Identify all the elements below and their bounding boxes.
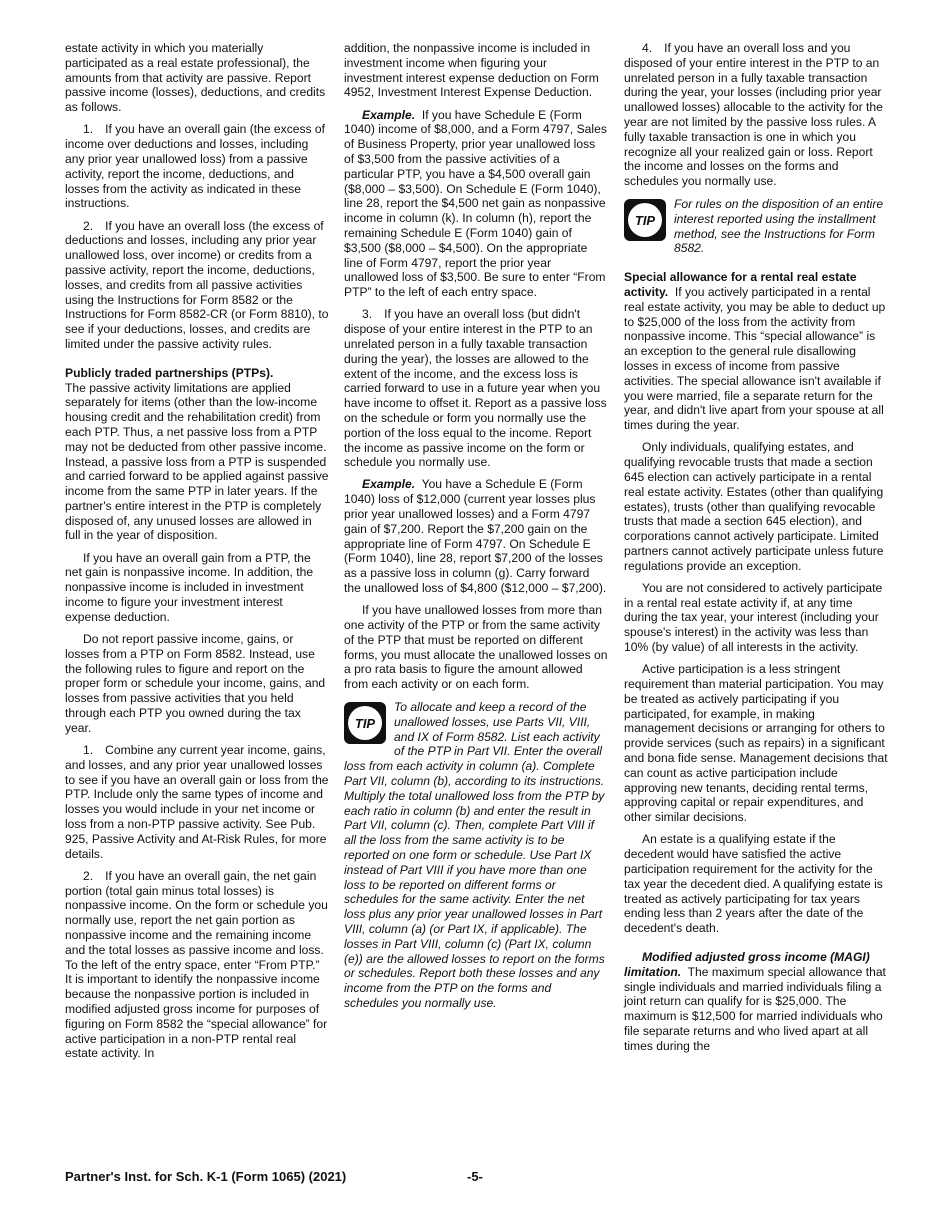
paragraph: You are not considered to actively participate in a rental real estate activity if, at any time during the tax year, your interest (including your spouse's interest) in the activity was less than 10% (by value) of all interests in the activity. [624, 580, 883, 655]
example-label: Example. [362, 477, 416, 492]
paragraph: 2. If you have an overall loss (the excess of deductions and losses, including any prior year unallowed loss, over income) or credits from a passive activity, report the income, deductions, losses, and credits from all passive activities using the Instructions for Form 8582 or the Instructions for Form 8582-CR (or Form 8810), to see if your deductions, losses, and credits are limited under the passive activity rules. [65, 218, 329, 351]
tip-box [624, 197, 888, 256]
paragraph: Do not report passive income, gains, or losses from a PTP on Form 8582. Instead, use the following rules to figure and report on the proper form or schedule your income, gains, and losses from passive activities that you held through each PTP you owned during the tax year. [65, 632, 326, 735]
ptp-text: The passive activity limitations are applied separately for items (other than the low-income housing credit and the rehabilitation credit) from each PTP. Thus, a net passive loss from a PTP may not be deducted from other passive income. Instead, a passive loss from a PTP is suspended and carried forward to be applied against passive income from the same PTP in later years. If the partner's entire interest in the PTP is completely disposed of, any unused losses are allowed in full in the year of disposition. [65, 380, 329, 543]
paragraph: 1. Combine any current year income, gains, and losses, and any prior year unallowed losses to see if you have an overall gain or loss from the PTP. Include only the same types of income and losses you would include in your net income or loss from a non-PTP passive activity. See Pub. 925, Passive Activity and At-Risk Rules, for more details. [65, 743, 329, 861]
tip-text: For rules on the disposition of an entire interest reported using the installment method, see the Instructions for Form 8582. [674, 196, 884, 256]
tip-text: To allocate and keep a record of the unallowed losses, use Parts VII, VIII, and IX of Form 8582. List each activity of the PTP in Part VII. Enter the overall loss from each activity in column (a). Complete Part VII, column (b), according to its instructions. Multiply the total unallowed loss from the PTP by each ratio in column (b) and enter the result in Part VII, column (c). Then, complete Part VIII if all the loss from the same activity is to be reported on one form or schedule. Use Part IX instead of Part VIII if you have more than one loss to be reported on different forms or schedules for the same activity. Enter the net loss plus any prior year unallowed losses in Part VIII, column (a) (or Part IX, if applicable). The losses in Part VIII, column (c) (Part IX, column (e)) are the allowed losses to report on the forms or schedules. Report both these losses and any income from the PTP on the forms and schedules you normally use. [344, 700, 605, 1010]
paragraph: Active participation is a less stringent requirement than material participation. You may be treated as actively participating if you participated, for example, in making management decisions or arranging for others to provide services (such as repairs) in a significant and bona fide sense. Management decisions that can count as active participation include approving new tenants, deciding rental terms, approving capital or repair expenditures, and other similar decisions. [624, 662, 888, 825]
paragraph: If you have unallowed losses from more than one activity of the PTP or from the same activity of the PTP that must be reported on different forms, you must allocate the unallowed losses on a pro rata basis to figure the amount allowed from each activity or on each form. [344, 603, 608, 692]
paragraph: estate activity in which you materially participated as a real estate professional), the amounts from that activity are passive. Report passive income (losses), deductions, and credits as follows. [65, 41, 326, 115]
paragraph: An estate is a qualifying estate if the decedent would have satisfied the active participation requirement for the activity for the tax year the decedent died. A qualifying estate is treated as actively participating for tax years ending less than 2 years after the date of the decedent's death. [624, 832, 883, 936]
example-paragraph [344, 108, 608, 300]
example-text: If you have Schedule E (Form 1040) income of $8,000, and a Form 4797, Sales of Business Property, prior year unallowed loss of $3,500 from the passive activities of a particular PTP, you have a $4,500 overall gain ($8,000 – $3,500). On Schedule E (Form 1040), line 28, report the $4,500 net gain as nonpassive income in column (k). In column (h), report the remaining Schedule E (Form 1040) gain of $3,500 ($8,000 – $4,500). On the appropriate line of Form 4797, report the prior year unallowed loss of $3,500. Be sure to enter “From PTP” to the left of each entry space. [344, 107, 607, 300]
tip-label: TIP [354, 716, 376, 732]
special-allowance-text: If you actively participated in a rental real estate activity, you may be able to deduct up to $25,000 of the loss from the activity from nonpassive income. This “special allowance” is an exception to the general rule disallowing losses in excess of income from passive activities. The special allowance isn't available if you were married, file a separate return for the year, and didn't live apart from your spouse at all times during the year. [624, 284, 886, 433]
section-heading-special-allowance: Special allowance for a rental real estate activity. [624, 270, 857, 299]
example-label: Example. [362, 107, 416, 122]
example-text: You have a Schedule E (Form 1040) loss of $12,000 (current year losses plus prior year unallowed losses) and a Form 4797 gain of $7,200. Report the $7,200 gain on the appropriate line of Form 4797. On Schedule E (Form 1040), line 28, report $7,200 of the losses as a passive loss in column (g). Carry forward the unallowed loss of $4,800 ($12,000 – $7,200). [344, 477, 607, 596]
column-left [65, 41, 329, 1069]
tip-icon [624, 199, 666, 241]
tip-box [344, 700, 608, 1011]
paragraph: 2. If you have an overall gain, the net gain portion (total gain minus total losses) is nonpassive income. On the form or schedule you normally use, report the net gain portion as nonpassive income and the remaining income and the total losses as passive income and loss. To the left of the entry space, enter “From PTP.” It is important to identify the nonpassive income because the nonpassive portion is included in modified adjusted gross income for purposes of figuring on Form 8582 the “special allowance” for active participation in a non-PTP rental real estate activity. In [65, 868, 328, 1061]
footer-title: Partner's Inst. for Sch. K-1 (Form 1065) (2021) [65, 1169, 347, 1184]
example-paragraph [344, 477, 608, 595]
paragraph: addition, the nonpassive income is included in investment income when figuring your investment interest expense deduction on Form 4952, Investment Interest Expense Deduction. [344, 41, 599, 100]
section-heading-ptp: Publicly traded partnerships (PTPs). [65, 365, 274, 380]
section-heading-magi: Modified adjusted gross income (MAGI) limitation. [624, 949, 870, 979]
paragraph: Only individuals, qualifying estates, and qualifying revocable trusts that made a section 645 election can actively participate in a rental real estate activity. Estates (other than qualifying estates), trusts (other than qualifying revocable trusts that made a section 645 election), and corporations cannot actively participate. Limited partners cannot actively participate unless future regulations provide an exception. [624, 440, 884, 573]
magi-text: The maximum special allowance that single individuals and married individuals filing a joint return can qualify for is $25,000. The maximum is $12,500 for married individuals who file separate returns and who lived apart at all times during the [624, 964, 886, 1053]
paragraph: 1. If you have an overall gain (the excess of income over deductions and losses, including any prior year unallowed loss) from a passive activity, report the income, deductions, and losses from the activity as indicated in these instructions. [65, 122, 326, 211]
paragraph-special-allowance [624, 270, 888, 433]
column-right [624, 41, 888, 1061]
paragraph: If you have an overall gain from a PTP, the net gain is nonpassive income. In addition, the nonpassive income is included in investment income to figure your investment interest expense deduction. [65, 550, 314, 624]
paragraph-ptp [65, 366, 329, 544]
column-middle [344, 41, 608, 1021]
tip-label: TIP [634, 212, 656, 228]
page-number: -5- [467, 1169, 483, 1184]
paragraph: 4. If you have an overall loss and you disposed of your entire interest in the PTP to an unrelated person in a fully taxable transaction during the year, your losses (including prior year unallowed losses) allocable to the activity for the year are not limited by the passive loss rules. A fully taxable transaction is one in which you recognize all your realized gain or loss. Report the income and losses on the forms and schedules you normally use. [624, 41, 883, 189]
paragraph-magi [624, 950, 888, 1054]
paragraph: 3. If you have an overall loss (but didn't dispose of your entire interest in the PTP to an unrelated person in a fully taxable transaction during the year), the losses are allowed to the extent of the income, and the excess loss is carried forward to use in a future year when you have income to offset it. Report as a passive loss on the schedule or form you normally use the portion of the loss equal to the income. Report the income as passive income on the form or schedule you normally use. [344, 307, 607, 470]
tip-icon [344, 702, 386, 744]
